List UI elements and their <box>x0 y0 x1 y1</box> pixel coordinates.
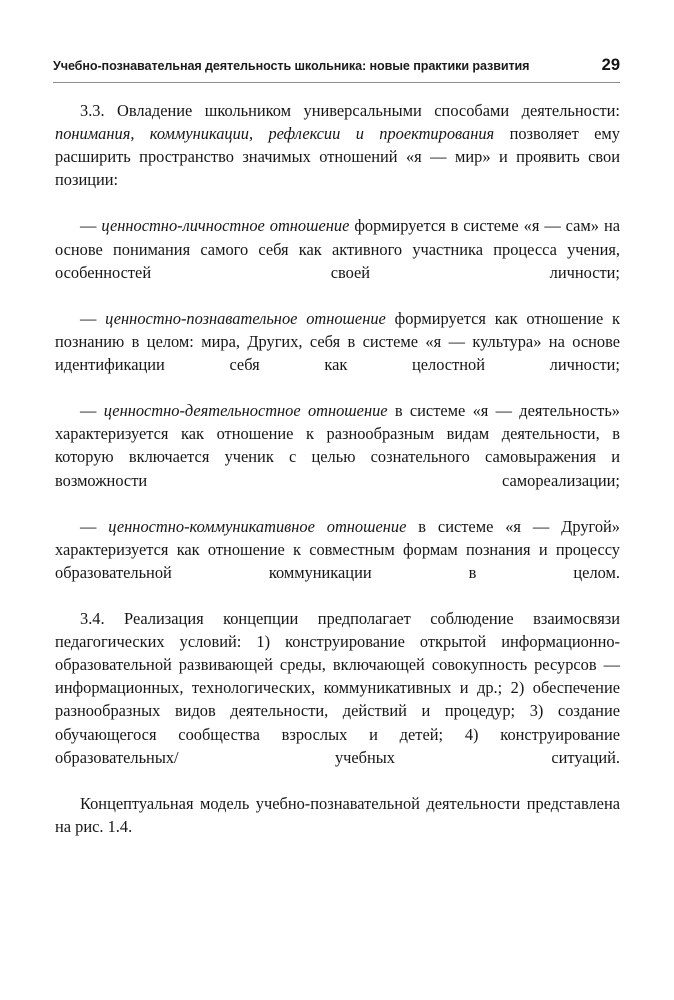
text-run-roman: позволяет ему расширить пространство значимых отношений «я — мир» и проявить свои позиции: <box>55 124 621 190</box>
text-run-roman: — <box>80 401 104 421</box>
body-text-column <box>55 99 620 838</box>
text-run-roman: в системе «я — деятельность» характеризуется как отношение к разнообразным видам деятельности, в которую включается ученик с целью сознательного самовыражения и возможности самореализации; <box>55 401 620 490</box>
text-run-italic: ценностно-познавательное отношение <box>105 308 386 328</box>
paragraph-para-item-1 <box>55 214 620 306</box>
text-run-italic: понимания, коммуникации, рефлексии и проектирования <box>55 124 495 144</box>
text-run-roman: формируется как отношение к познанию в целом: мира, Других, себя в системе «я — культура» на основе идентификации себя как целостной личности; <box>55 308 620 375</box>
page-number: 29 <box>601 56 620 74</box>
text-run-italic: ценностно-личностное отношение <box>101 216 350 236</box>
paragraph-para-closing <box>55 792 620 838</box>
text-run-italic: ценностно-коммуникативное отношение <box>108 516 407 536</box>
text-run-roman: в системе «я — Другой» характеризуется как отношение к совместным формам познания и процессу образовательной коммуникации в целом. <box>55 516 620 582</box>
paragraph-para-item-2 <box>55 307 620 399</box>
paragraph-para-item-4 <box>55 515 620 607</box>
text-run-roman: Концептуальная модель учебно-познавательной деятельности представлена на рис. 1.4. <box>55 793 620 836</box>
paragraph-para-3-3 <box>55 99 620 214</box>
paragraph-para-item-3 <box>55 399 620 514</box>
text-run-roman: 3.3. Овладение школьником универсальными способами деятельности: <box>80 101 620 120</box>
running-head-title: Учебно-познавательная деятельность школьника: новые практики развития <box>53 59 530 73</box>
header-rule-divider <box>53 82 620 83</box>
text-run-roman: 3.4. Реализация концепции предполагает соблюдение взаимосвязи педагогических условий: 1) конструирование открытой информационно-образовательной развивающей среды, включающей совокупность ресурсов — информационных, технологических, коммуникативных и др.; 2) обеспечение разнообразных видов деятельности, действий и процедур; 3) создание обучающегося сообщества взрослых и детей; 4) конструирование образовательных/ учебных ситуаций. <box>55 609 620 767</box>
text-run-italic: ценностно-деятельностное отношение <box>103 401 388 421</box>
text-run-roman: формируется в системе «я — сам» на основе понимания самого себя как активного участника процесса учения, особенностей своей личности; <box>55 216 620 282</box>
text-run-roman: — <box>80 516 109 536</box>
paragraph-para-3-4 <box>55 607 620 792</box>
text-run-roman: — <box>80 216 102 236</box>
text-run-roman: — <box>80 308 106 328</box>
running-head <box>53 56 620 75</box>
